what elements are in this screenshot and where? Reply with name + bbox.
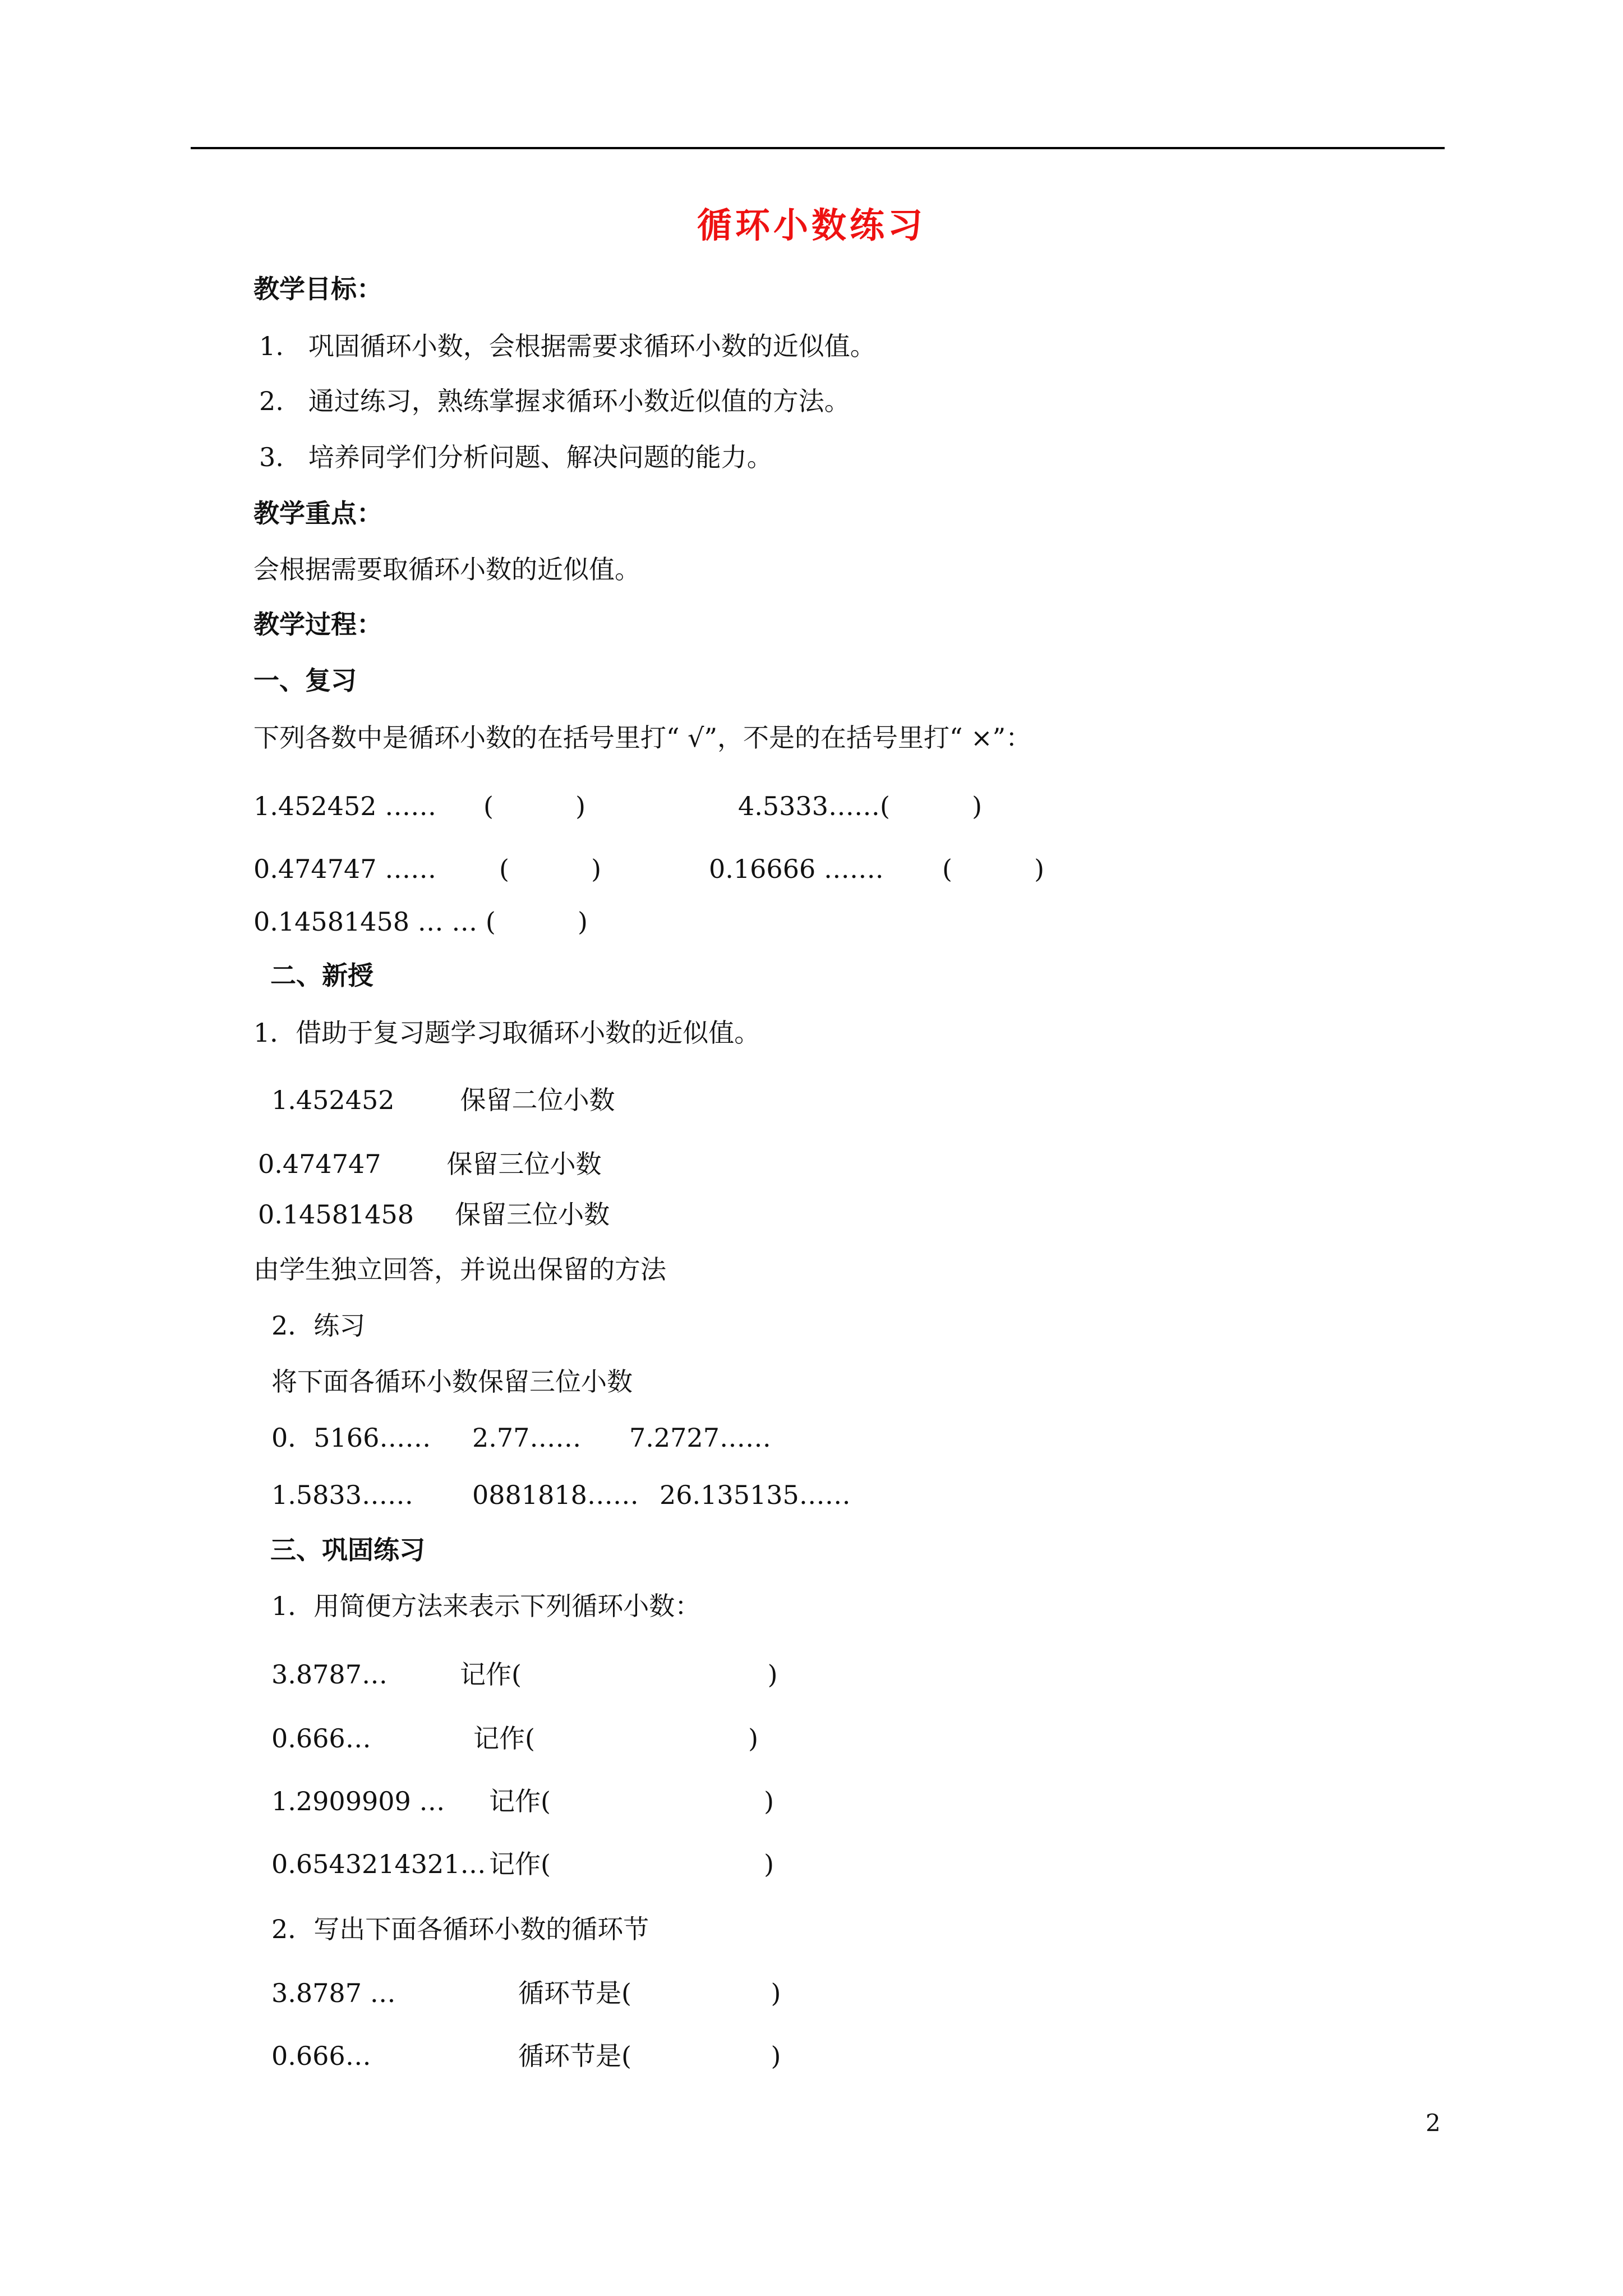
example-line: 1.452452 保留二位小数 [271, 1085, 615, 1115]
review-number: 4.5333……( ) [738, 791, 983, 821]
answer-blank: 记作( ) [489, 1849, 774, 1879]
goal-item: 1. 巩固循环小数，会根据需要求循环小数的近似值。 [259, 331, 876, 361]
consolidate-number: 1.2909909 … [271, 1786, 445, 1816]
goal-item: 2. 通过练习，熟练掌握求循环小数近似值的方法。 [259, 386, 850, 416]
consolidate-question: 2．写出下面各循环小数的循环节 [271, 1914, 649, 1944]
header-rule [191, 147, 1445, 149]
practice-number: 0881818…… [472, 1480, 639, 1510]
review-number: 1.452452 …… [253, 791, 437, 821]
consolidate-number: 3.8787 … [271, 1978, 396, 2008]
practice-number: 2.77…… [472, 1423, 582, 1453]
answer-blank: 循环节是( ) [518, 2041, 781, 2071]
answer-blank: 记作( ) [489, 1786, 774, 1816]
consolidate-heading: 三、巩固练习 [270, 1535, 425, 1565]
example-line: 0.14581458 保留三位小数 [258, 1199, 610, 1230]
answer-blank: 记作( ) [460, 1659, 778, 1690]
practice-number: 1.5833…… [271, 1480, 413, 1510]
review-number: 0.14581458 … … ( ) [253, 907, 588, 937]
page-number: 2 [1426, 2109, 1441, 2137]
practice-number: 0．5166…… [271, 1423, 431, 1453]
answer-blank: 循环节是( ) [518, 1978, 781, 2008]
new-lesson-item: 2．练习 [271, 1310, 366, 1341]
review-instruction: 下列各数中是循环小数的在括号里打“ √”，不是的在括号里打“ ×”： [253, 723, 1032, 753]
practice-number: 7.2727…… [629, 1423, 771, 1453]
key-point-heading: 教学重点： [253, 498, 382, 528]
consolidate-question: 1．用简便方法来表示下列循环小数： [271, 1591, 701, 1621]
new-lesson-heading: 二、新授 [270, 960, 374, 991]
new-lesson-instruction: 将下面各循环小数保留三位小数 [271, 1366, 633, 1397]
new-lesson-note: 由学生独立回答，并说出保留的方法 [253, 1254, 666, 1285]
review-number: 0.474747 …… [253, 854, 437, 884]
review-blank: ( ) [499, 854, 602, 884]
goals-heading: 教学目标： [253, 274, 382, 304]
example-line: 0.474747 保留三位小数 [258, 1149, 602, 1179]
review-heading: 一、复习 [253, 665, 357, 696]
practice-number: 26.135135…… [660, 1480, 851, 1510]
consolidate-number: 0.666… [271, 1723, 371, 1754]
goal-item: 3. 培养同学们分析问题、解决问题的能力。 [259, 442, 773, 472]
new-lesson-item: 1．借助于复习题学习取循环小数的近似值。 [253, 1018, 760, 1048]
review-number: 0.16666 ……. [709, 854, 884, 884]
answer-blank: 记作( ) [473, 1723, 759, 1754]
consolidate-number: 0.666… [271, 2041, 371, 2071]
review-blank: ( ) [942, 854, 1045, 884]
review-blank: ( ) [483, 791, 586, 821]
consolidate-number: 3.8787… [271, 1659, 388, 1690]
process-heading: 教学过程： [253, 609, 382, 639]
key-point-text: 会根据需要取循环小数的近似值。 [253, 554, 640, 585]
consolidate-number: 0.6543214321… [271, 1849, 486, 1879]
page-title: 循环小数练习 [697, 205, 926, 246]
